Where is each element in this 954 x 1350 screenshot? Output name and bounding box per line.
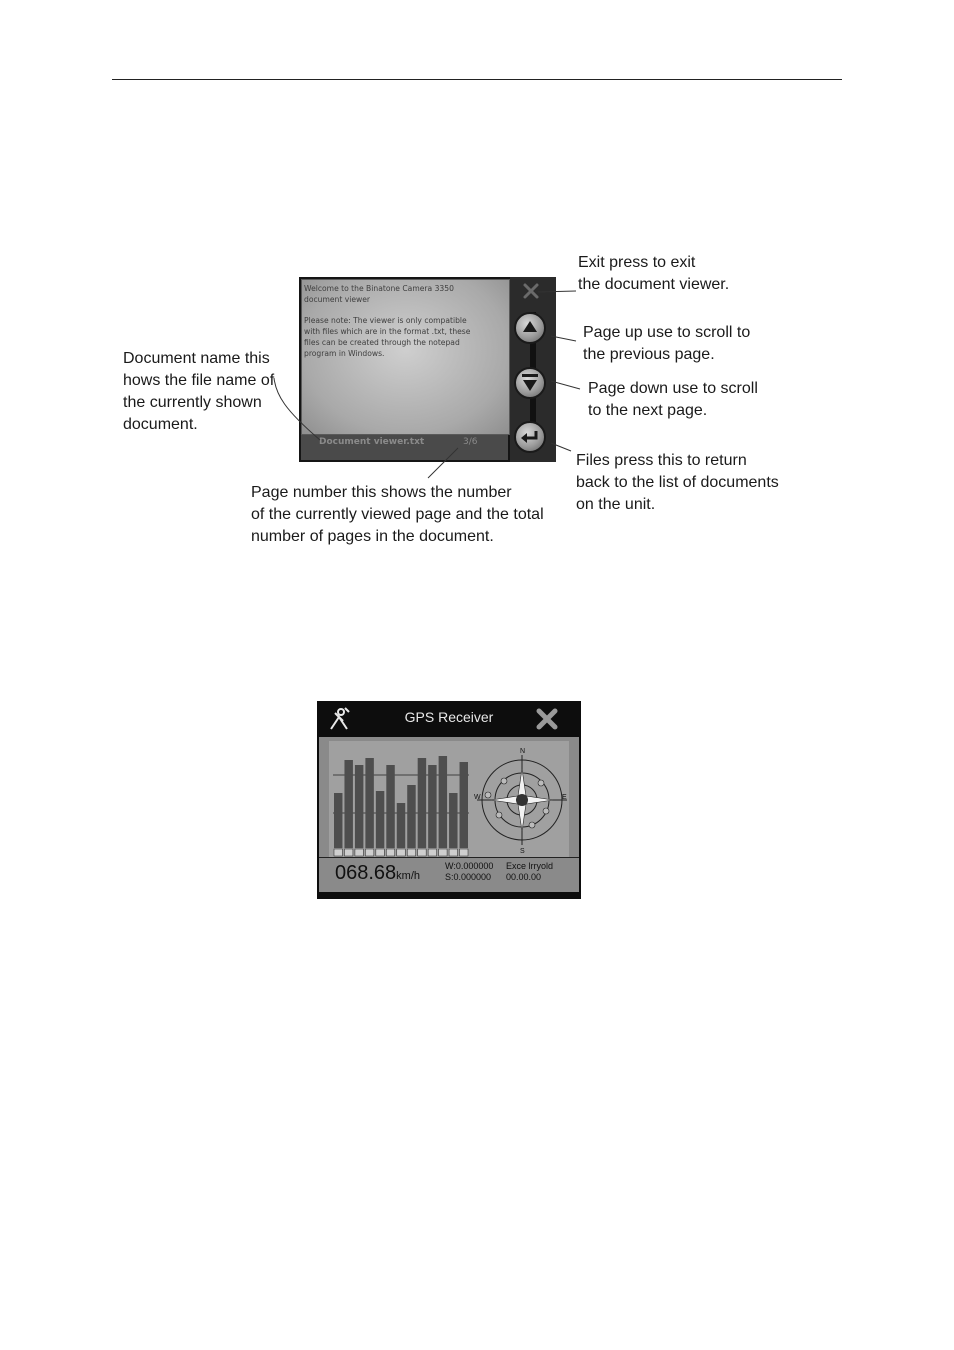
speed-value: 068.68 [335,862,397,884]
signal-bar [344,760,352,848]
document-text-line: program in Windows. [304,349,385,358]
signal-bar-tag [460,849,468,856]
signal-bar [418,758,426,848]
compass-west-label: W [474,794,481,801]
signal-bar-tag [439,849,447,856]
document-text-line: files can be created through the notepad [304,338,460,347]
signal-bar-tag [376,849,384,856]
page-up-annotation: Page up use to scroll to the previous page. [583,324,751,363]
fix-time: 00.00.00 [506,872,542,882]
coordinates [445,861,493,883]
compass-north-label: N [520,748,526,755]
page-down-annotation: Page down use to scroll to the next page. [588,380,758,419]
longitude: W:0.000000 [445,861,494,871]
fix-status: Exce lrryold [506,861,554,871]
document-name: Document viewer.txt [319,437,425,447]
signal-bar-tag [334,849,342,856]
signal-bar-tag [386,849,394,856]
page-number-annotation: Page number this shows the number of the currently viewed page and the total number of pages in the document. [251,484,544,545]
gps-panel [319,737,579,892]
files-annotation: Files press this to return back to the list of documents on the unit. [576,452,779,513]
signal-bar [376,791,384,848]
gps-receiver-screenshot [317,701,581,899]
signal-bar-tag [449,849,457,856]
signal-bar-tag [428,849,436,856]
gps-divider [319,857,579,858]
document-text-line: with files which are in the format .txt, these [304,327,471,336]
signal-bar [334,793,342,848]
signal-bar-tag [407,849,415,856]
signal-bar [428,765,436,848]
signal-bar [365,758,373,848]
signal-bar-tag [418,849,426,856]
document-text-line: Please note: The viewer is only compatible [304,316,467,325]
signal-bar [386,765,394,848]
fix-info [506,861,553,883]
document-text-line: document viewer [304,295,371,304]
signal-bar [449,793,457,848]
compass-east-label: E [562,794,567,801]
signal-bar-tag [344,849,352,856]
satellite-signal-chart [333,743,469,858]
document-name-annotation: Document name this hows the file name of the currently shown document. [123,350,275,433]
speed-readout [335,862,420,885]
signal-bar-tag [397,849,405,856]
speed-unit: km/h [396,870,421,882]
satellite-compass [474,745,572,855]
signal-bar [439,756,447,848]
page-number: 3/6 [463,437,478,447]
signal-bar [355,765,363,848]
gps-title: GPS Receiver [404,709,494,725]
compass-south-label: S [520,848,525,855]
document-text-line: Welcome to the Binatone Camera 3350 [304,284,454,293]
close-icon[interactable] [535,707,559,731]
signal-bar-tag [365,849,373,856]
exit-annotation: Exit press to exit the document viewer. [578,254,730,293]
signal-bar [397,803,405,848]
latitude: S:0.000000 [445,872,492,882]
signal-bar-tag [355,849,363,856]
signal-bar [460,762,468,848]
signal-bar [407,785,415,848]
